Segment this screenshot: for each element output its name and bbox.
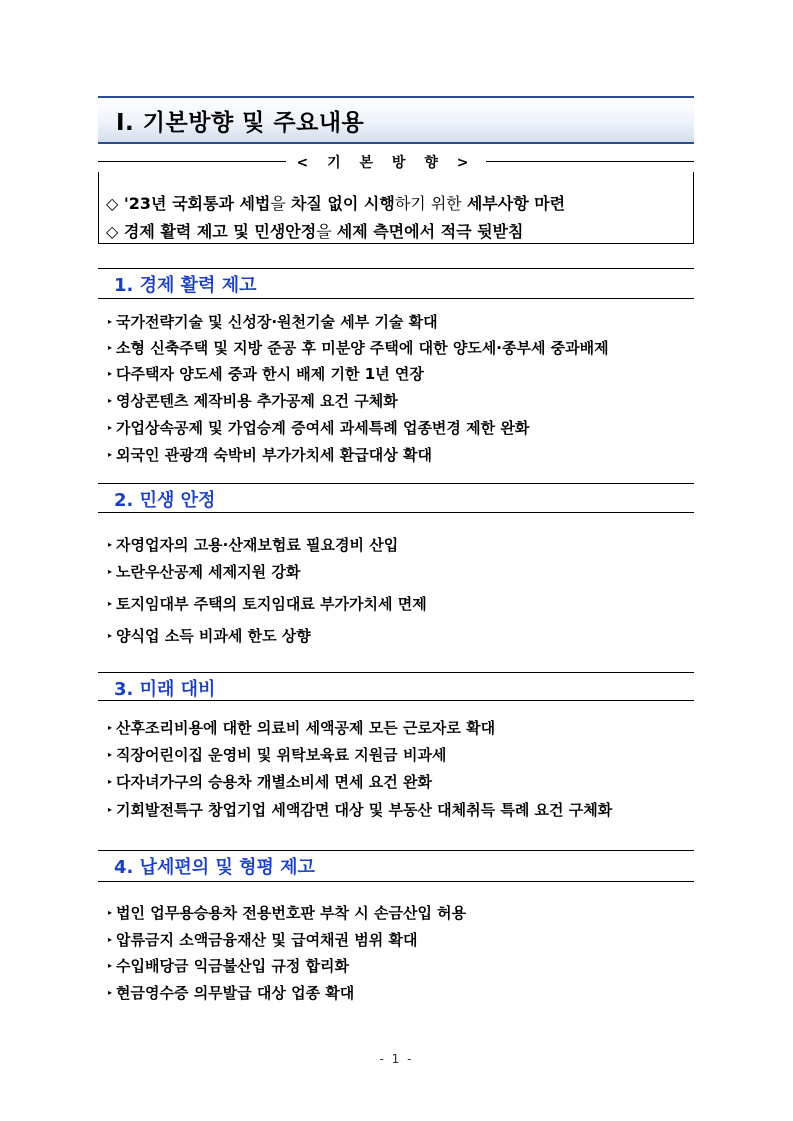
basic-direction-text: 을	[270, 194, 291, 213]
triangle-bullet-icon: ▸	[108, 369, 113, 378]
triangle-bullet-icon: ▸	[108, 908, 113, 917]
list-item-text: 양식업 소득 비과세 한도 상향	[116, 627, 311, 645]
section-rule-top	[98, 850, 694, 851]
list-item	[108, 534, 398, 555]
list-item	[108, 444, 432, 465]
basic-direction-text: 세부사항 마련	[466, 194, 566, 213]
list-item	[108, 311, 438, 332]
list-item-text: 자영업자의 고용·산재보험료 필요경비 산입	[116, 536, 399, 554]
basic-direction-label: < 기 본 방 향 >	[296, 155, 476, 171]
triangle-bullet-icon: ▸	[108, 750, 113, 759]
triangle-bullet-icon: ▸	[108, 961, 113, 970]
basic-direction-text: 을	[316, 222, 337, 241]
triangle-bullet-icon: ▸	[108, 423, 113, 432]
section-rule-top	[98, 268, 694, 269]
triangle-bullet-icon: ▸	[108, 988, 113, 997]
list-item	[108, 771, 432, 792]
triangle-bullet-icon: ▸	[108, 805, 113, 814]
triangle-bullet-icon: ▸	[108, 540, 113, 549]
list-item-text: 법인 업무용승용차 전용번호판 부착 시 손금산입 허용	[116, 904, 467, 922]
list-item	[108, 955, 349, 976]
section-rule-bottom	[98, 298, 694, 299]
basic-direction-line-right	[486, 161, 694, 162]
page-title: Ⅰ. 기본방향 및 주요내용	[116, 110, 365, 136]
basic-direction-text: 경제 활력 제고 및 민생안정	[118, 222, 317, 241]
list-item-text: 현금영수증 의무발급 대상 업종 확대	[116, 984, 355, 1002]
basic-direction-text: 차질 없이 시행	[290, 194, 395, 213]
triangle-bullet-icon: ▸	[108, 777, 113, 786]
list-item-text: 국가전략기술 및 신성장·원천기술 세부 기술 확대	[116, 313, 438, 331]
triangle-bullet-icon: ▸	[108, 450, 113, 459]
list-item-text: 수입배당금 익금불산입 규정 합리화	[116, 957, 350, 975]
list-item-text: 다자녀가구의 승용차 개별소비세 면세 요건 완화	[116, 773, 432, 791]
list-item-text: 토지임대부 주택의 토지임대료 부가가치세 면제	[116, 595, 427, 613]
diamond-bullet-icon: ◇	[106, 222, 119, 241]
list-item	[108, 902, 466, 923]
list-item-text: 직장어린이집 운영비 및 위탁보육료 지원금 비과세	[116, 746, 447, 764]
basic-direction-text: 하기 위한	[394, 194, 467, 213]
list-item	[108, 593, 427, 614]
list-item-text: 노란우산공제 세제지원 강화	[116, 563, 301, 581]
list-item	[108, 363, 424, 384]
triangle-bullet-icon: ▸	[108, 567, 113, 576]
list-item	[108, 799, 612, 820]
basic-direction-line-left	[98, 161, 286, 162]
triangle-bullet-icon: ▸	[108, 343, 113, 352]
list-item	[108, 744, 446, 765]
section-title: 2. 민생 안정	[114, 490, 216, 511]
list-item	[108, 717, 495, 738]
diamond-bullet-icon: ◇	[106, 194, 119, 213]
triangle-bullet-icon: ▸	[108, 631, 113, 640]
list-item-text: 다주택자 양도세 중과 한시 배제 기한 1년 연장	[116, 365, 424, 383]
section-rule-bottom	[98, 512, 694, 513]
list-item-text: 외국인 관광객 숙박비 부가가치세 환급대상 확대	[116, 446, 432, 464]
list-item	[108, 337, 609, 358]
section-rule-bottom	[98, 881, 694, 882]
triangle-bullet-icon: ▸	[108, 723, 113, 732]
list-item-text: 압류금지 소액금융재산 및 급여채권 범위 확대	[116, 931, 418, 949]
section-rule-bottom	[98, 700, 694, 701]
list-item-text: 산후조리비용에 대한 의료비 세액공제 모든 근로자로 확대	[116, 719, 496, 737]
list-item	[108, 561, 300, 582]
section-title: 4. 납세편의 및 형평 제고	[114, 857, 315, 878]
basic-direction-text: 세제 측면에서 적극 뒷받침	[336, 222, 524, 241]
page-number: - 1 -	[379, 1052, 414, 1066]
triangle-bullet-icon: ▸	[108, 317, 113, 326]
list-item	[108, 929, 417, 950]
basic-direction-text: '23년 국회통과 세법	[118, 194, 271, 213]
list-item-text: 영상콘텐츠 제작비용 추가공제 요건 구체화	[116, 392, 398, 410]
list-item	[108, 625, 311, 646]
section-title: 1. 경제 활력 제고	[114, 275, 257, 296]
section-rule-top	[98, 483, 694, 484]
list-item-text: 소형 신축주택 및 지방 준공 후 미분양 주택에 대한 양도세·종부세 중과배제	[116, 339, 609, 357]
triangle-bullet-icon: ▸	[108, 396, 113, 405]
list-item	[108, 982, 354, 1003]
triangle-bullet-icon: ▸	[108, 935, 113, 944]
section-title: 3. 미래 대비	[114, 679, 216, 700]
list-item	[108, 390, 398, 411]
section-rule-top	[98, 672, 694, 673]
basic-direction-row	[106, 219, 523, 242]
list-item	[108, 417, 529, 438]
list-item-text: 가업상속공제 및 가업승계 증여세 과세특례 업종변경 제한 완화	[116, 419, 530, 437]
list-item-text: 기회발전특구 창업기업 세액감면 대상 및 부동산 대체취득 특례 요건 구체화	[116, 801, 613, 819]
triangle-bullet-icon: ▸	[108, 599, 113, 608]
basic-direction-row	[106, 191, 565, 214]
